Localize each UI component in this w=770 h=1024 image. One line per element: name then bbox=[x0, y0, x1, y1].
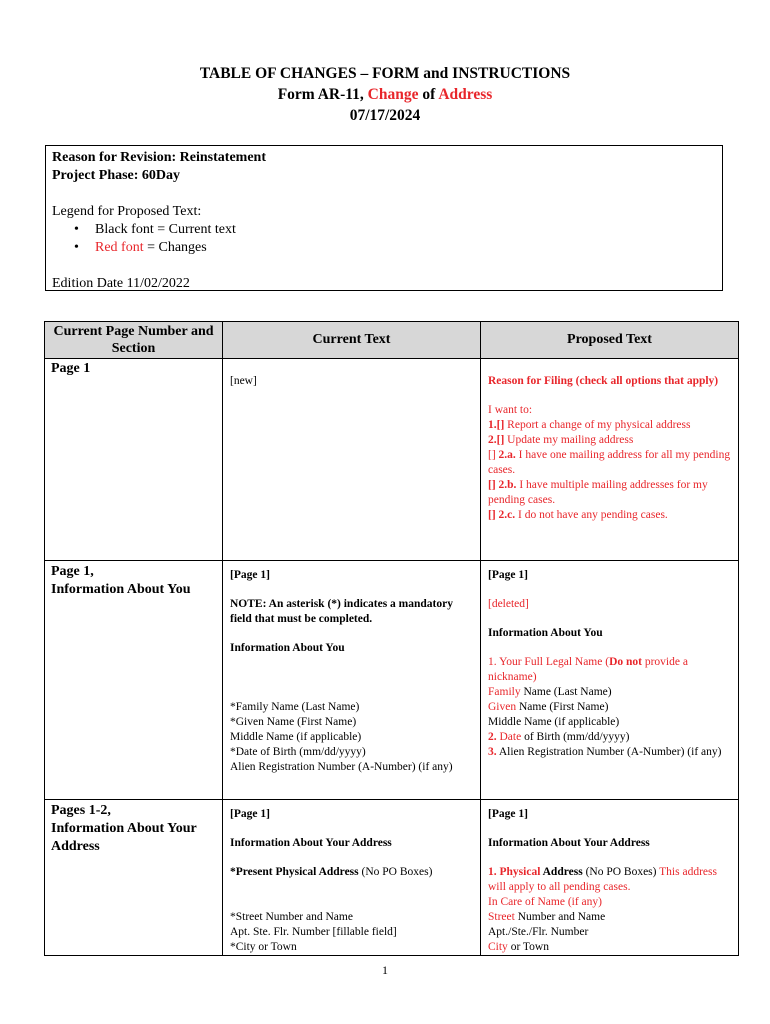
do-not-text: Do not bbox=[609, 656, 642, 668]
legend-item-red bbox=[74, 239, 716, 257]
section-label: Pages 1-2, bbox=[51, 803, 111, 818]
reason-for-text: Reason for bbox=[488, 375, 545, 387]
table-row bbox=[45, 800, 739, 956]
family-word: Family bbox=[488, 686, 521, 698]
street-word: Street bbox=[488, 911, 515, 923]
proposed-text-cell bbox=[481, 800, 739, 956]
current-street: *Street Number and Name bbox=[230, 911, 353, 923]
current-text-cell bbox=[223, 359, 481, 561]
dob-rest: of Birth (mm/dd/yyyy) bbox=[521, 731, 630, 743]
edition-date: Edition Date 11/02/2022 bbox=[52, 276, 190, 291]
proposed-text-cell bbox=[481, 359, 739, 561]
current-text-cell bbox=[223, 800, 481, 956]
city-rest: or Town bbox=[507, 941, 549, 953]
option-2b-text: I have multiple mailing addresses for my pending cases. bbox=[488, 479, 708, 506]
address-label: Address bbox=[540, 866, 583, 878]
option-2a-box: [] bbox=[488, 449, 499, 461]
column-header-current: Current Text bbox=[223, 322, 481, 359]
given-rest: Name (First Name) bbox=[516, 701, 609, 713]
current-note: NOTE: An asterisk (*) indicates a mandatory field that must be completed. bbox=[230, 598, 453, 625]
legend-red-font: Red font bbox=[95, 240, 144, 255]
current-middle-name: Middle Name (if applicable) bbox=[230, 731, 362, 743]
anum-num: 3. bbox=[488, 746, 497, 758]
physical-label: 1. Physical bbox=[488, 866, 541, 878]
legend-red-desc: = Changes bbox=[143, 240, 207, 255]
revision-info-box bbox=[45, 145, 723, 291]
column-header-proposed: Proposed Text bbox=[481, 322, 739, 359]
current-given-name: *Given Name (First Name) bbox=[230, 716, 357, 728]
section-sublabel: Information About You bbox=[51, 582, 191, 597]
row-section bbox=[45, 800, 223, 956]
section-sublabel: Information About Your Address bbox=[51, 821, 197, 854]
option-2c bbox=[488, 508, 731, 523]
current-apt: Apt. Ste. Flr. Number [fillable field] bbox=[230, 926, 397, 938]
proposed-apt: Apt./Ste./Flr. Number bbox=[488, 926, 589, 938]
header-title: TABLE OF CHANGES – FORM and INSTRUCTIONS bbox=[199, 65, 571, 82]
street-rest: Number and Name bbox=[514, 911, 606, 923]
option-2c-text: I do not have any pending cases. bbox=[515, 509, 668, 521]
option-2b bbox=[488, 478, 731, 508]
revision-reason: Reason for Revision: Reinstatement bbox=[52, 150, 266, 165]
proposed-care-of: In Care of Name (if any) bbox=[488, 896, 602, 908]
table-row bbox=[45, 359, 739, 561]
proposed-dob bbox=[488, 730, 731, 745]
no-po-boxes: (No PO Boxes) bbox=[358, 866, 433, 878]
document-header bbox=[0, 63, 770, 126]
proposed-section-title: Information About You bbox=[488, 627, 603, 639]
proposed-a-number bbox=[488, 745, 731, 760]
form-change-word: Change bbox=[367, 86, 419, 103]
current-text-cell bbox=[223, 561, 481, 800]
dob-word: Date bbox=[496, 731, 522, 743]
page-number: 1 bbox=[382, 963, 388, 977]
option-2a-num: 2.a. bbox=[498, 449, 516, 461]
dob-num: 2. bbox=[488, 731, 497, 743]
current-page-ref: [Page 1] bbox=[230, 569, 270, 581]
filing-text: Filing (check all options that apply) bbox=[544, 375, 719, 387]
project-phase: Project Phase: 60Day bbox=[52, 168, 181, 183]
proposed-section-title: Information About Your Address bbox=[488, 837, 650, 849]
current-city: *City or Town bbox=[230, 941, 297, 953]
proposed-street bbox=[488, 910, 731, 925]
section-label: Page 1, bbox=[51, 564, 94, 579]
proposed-middle-name: Middle Name (if applicable) bbox=[488, 716, 620, 728]
form-number: Form AR-11, bbox=[277, 86, 368, 103]
proposed-given-name bbox=[488, 700, 731, 715]
current-a-number: Alien Registration Number (A-Number) (if any) bbox=[230, 761, 453, 773]
city-word: City bbox=[488, 941, 508, 953]
form-address-word: Address bbox=[438, 86, 493, 103]
current-section-title: Information About Your Address bbox=[230, 837, 392, 849]
proposed-reason-title bbox=[488, 374, 731, 389]
option-2b-num: [] 2.b. bbox=[488, 479, 517, 491]
proposed-full-name bbox=[488, 655, 731, 685]
proposed-family-name bbox=[488, 685, 731, 700]
present-address-label: *Present Physical Address bbox=[230, 866, 359, 878]
given-word: Given bbox=[488, 701, 517, 713]
option-2 bbox=[488, 433, 731, 448]
proposed-physical-address bbox=[488, 865, 731, 895]
option-2-text: Update my mailing address bbox=[504, 434, 634, 446]
table-header-row bbox=[45, 322, 739, 359]
option-2-num: 2.[] bbox=[488, 434, 505, 446]
current-new: [new] bbox=[230, 375, 257, 387]
nickname-text: provide a nickname) bbox=[488, 656, 688, 683]
proposed-page-ref: [Page 1] bbox=[488, 808, 528, 820]
legend-list bbox=[52, 221, 716, 257]
proposed-deleted: [deleted] bbox=[488, 598, 529, 610]
proposed-city bbox=[488, 940, 731, 955]
header-date: 07/17/2024 bbox=[349, 107, 421, 124]
form-of-word: of bbox=[418, 86, 439, 103]
header-form-name bbox=[0, 84, 770, 105]
option-2c-num: [] 2.c. bbox=[488, 509, 516, 521]
option-1-text: Report a change of my physical address bbox=[504, 419, 691, 431]
option-1-num: 1.[] bbox=[488, 419, 505, 431]
current-section-title: Information About You bbox=[230, 642, 345, 654]
proposed-want: I want to: bbox=[488, 404, 533, 416]
current-present-address bbox=[230, 865, 473, 880]
applies-all-cases: This address will apply to all pending cases. bbox=[488, 866, 717, 893]
current-page-ref: [Page 1] bbox=[230, 808, 270, 820]
full-name-text: 1. Your Full Legal Name ( bbox=[488, 656, 610, 668]
proposed-page-ref: [Page 1] bbox=[488, 569, 528, 581]
row-section bbox=[45, 359, 223, 561]
column-header-section: Current Page Number and Section bbox=[45, 322, 223, 359]
legend-item-black: • Black font = Current text bbox=[74, 221, 716, 239]
row-section bbox=[45, 561, 223, 800]
current-family-name: *Family Name (Last Name) bbox=[230, 701, 360, 713]
changes-table bbox=[44, 321, 739, 956]
anum-rest: Alien Registration Number (A-Number) (if any) bbox=[496, 746, 722, 758]
option-1 bbox=[488, 418, 731, 433]
no-po-boxes: (No PO Boxes) bbox=[582, 866, 657, 878]
option-2a bbox=[488, 448, 731, 478]
option-2a-text: I have one mailing address for all my pending cases. bbox=[488, 449, 731, 476]
section-label: Page 1 bbox=[51, 361, 91, 376]
table-row bbox=[45, 561, 739, 800]
family-rest: Name (Last Name) bbox=[520, 686, 612, 698]
current-dob: *Date of Birth (mm/dd/yyyy) bbox=[230, 746, 366, 758]
legend-title: Legend for Proposed Text: bbox=[52, 204, 202, 219]
proposed-text-cell bbox=[481, 561, 739, 800]
